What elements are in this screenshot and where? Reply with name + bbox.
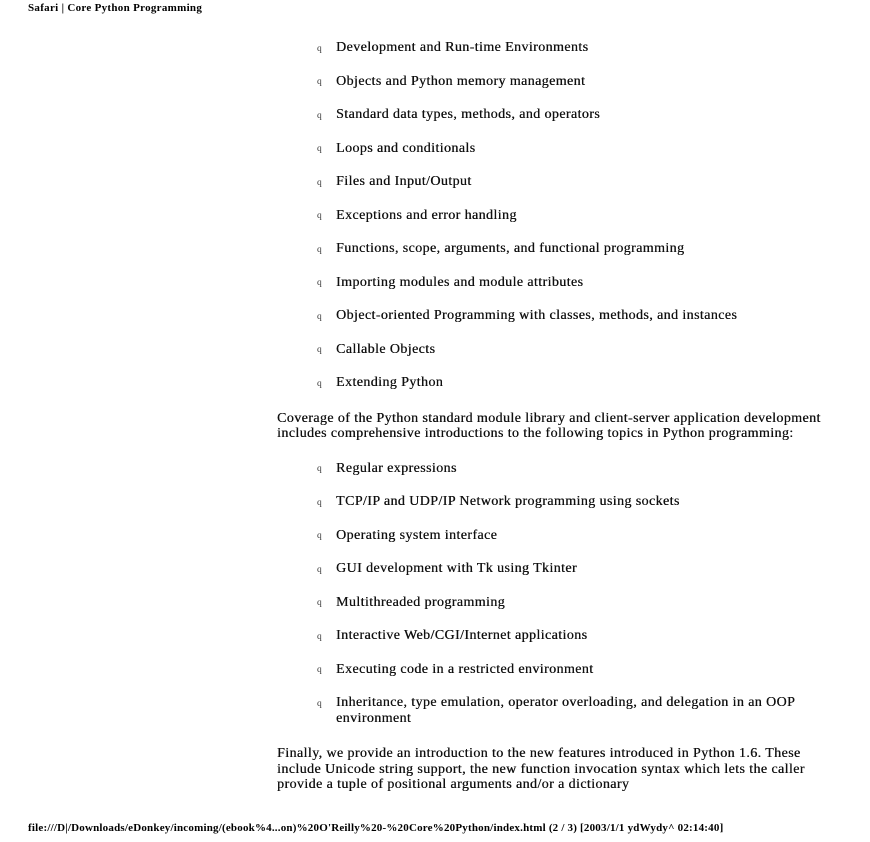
list-item — [277, 662, 840, 678]
list-item — [277, 141, 840, 157]
bullet-icon: q — [317, 110, 323, 121]
list-item-text: Regular expressions — [336, 460, 457, 476]
list-item — [277, 342, 840, 358]
list-item — [277, 628, 840, 644]
list-item — [277, 174, 840, 190]
bullet-icon: q — [317, 665, 323, 675]
list-item-text: Development and Run-time Environments — [336, 40, 589, 55]
content-area — [277, 40, 840, 793]
list-item — [277, 275, 840, 291]
bullet-icon: q — [317, 278, 323, 288]
list-item — [277, 241, 840, 257]
list-item-text: Files and Input/Output — [336, 174, 472, 189]
bullet-icon: q — [317, 144, 323, 154]
bullet-icon: q — [317, 244, 323, 255]
list-item-text: GUI development with Tk using Tkinter — [336, 561, 577, 576]
list-item — [277, 461, 840, 477]
list-item — [277, 308, 840, 324]
list-item-text: Object-oriented Programming with classes, methods, and instances — [336, 308, 738, 323]
bullet-icon: q — [317, 211, 323, 221]
list-item — [277, 40, 840, 56]
list-item-text: Multithreaded programming — [336, 594, 506, 610]
list-item — [277, 375, 840, 391]
bullet-icon: q — [317, 598, 323, 608]
bullet-icon: q — [317, 564, 323, 575]
list-item — [277, 595, 840, 611]
paragraph-coverage-intro: Coverage of the Python standard module library and client-server application development includes comprehensive introductions to the following topics in Python programming: — [277, 410, 821, 441]
bullet-icon: q — [317, 531, 323, 541]
list-item-text: Inheritance, type emulation, operator overloading, and delegation in an OOP environment — [336, 695, 795, 726]
list-item-text: TCP/IP and UDP/IP Network programming using sockets — [336, 494, 680, 509]
list-item — [277, 107, 840, 123]
list-item-text: Loops and conditionals — [336, 140, 476, 156]
bullet-icon: q — [317, 43, 323, 54]
list-item — [277, 695, 840, 726]
list-item-text: Extending Python — [336, 375, 444, 390]
list-item-text: Standard data types, methods, and operators — [336, 107, 601, 122]
list-item-text: Callable Objects — [336, 341, 436, 357]
file-path-footer: file:///D|/Downloads/eDonkey/incoming/(ebook%4...on)%20O'Reilly%20-%20Core%20Python/index.html (2 / 3) [2003/1/1 ydWydy^ 02:14:40] — [28, 822, 724, 834]
bullet-icon: q — [317, 77, 323, 87]
list-item — [277, 494, 840, 510]
paragraph-python16-features: Finally, we provide an introduction to the new features introduced in Python 1.6. These include Unicode string support, the new function invocation syntax which lets the caller provide a tuple of positional arguments and/or a dictionary — [277, 746, 805, 792]
bullet-icon: q — [317, 631, 323, 642]
topics-list-core-language — [277, 40, 840, 391]
bullet-icon: q — [317, 311, 323, 322]
bullet-icon: q — [317, 464, 323, 474]
list-item-text: Objects and Python memory management — [336, 73, 586, 89]
bullet-icon: q — [317, 497, 323, 508]
list-item-text: Exceptions and error handling — [336, 207, 517, 223]
list-item — [277, 208, 840, 224]
list-item — [277, 528, 840, 544]
list-item-text: Operating system interface — [336, 527, 498, 543]
bullet-icon: q — [317, 345, 323, 355]
list-item-text: Executing code in a restricted environment — [336, 661, 594, 677]
topics-list-library-applications — [277, 461, 840, 727]
list-item — [277, 74, 840, 90]
list-item-text: Interactive Web/CGI/Internet applications — [336, 628, 588, 643]
bullet-icon: q — [317, 698, 323, 709]
bullet-icon: q — [317, 177, 323, 188]
list-item-text: Functions, scope, arguments, and functional programming — [336, 241, 685, 256]
list-item-text: Importing modules and module attributes — [336, 274, 584, 290]
list-item — [277, 561, 840, 577]
page-header-title: Safari | Core Python Programming — [28, 2, 203, 14]
bullet-icon: q — [317, 378, 323, 389]
